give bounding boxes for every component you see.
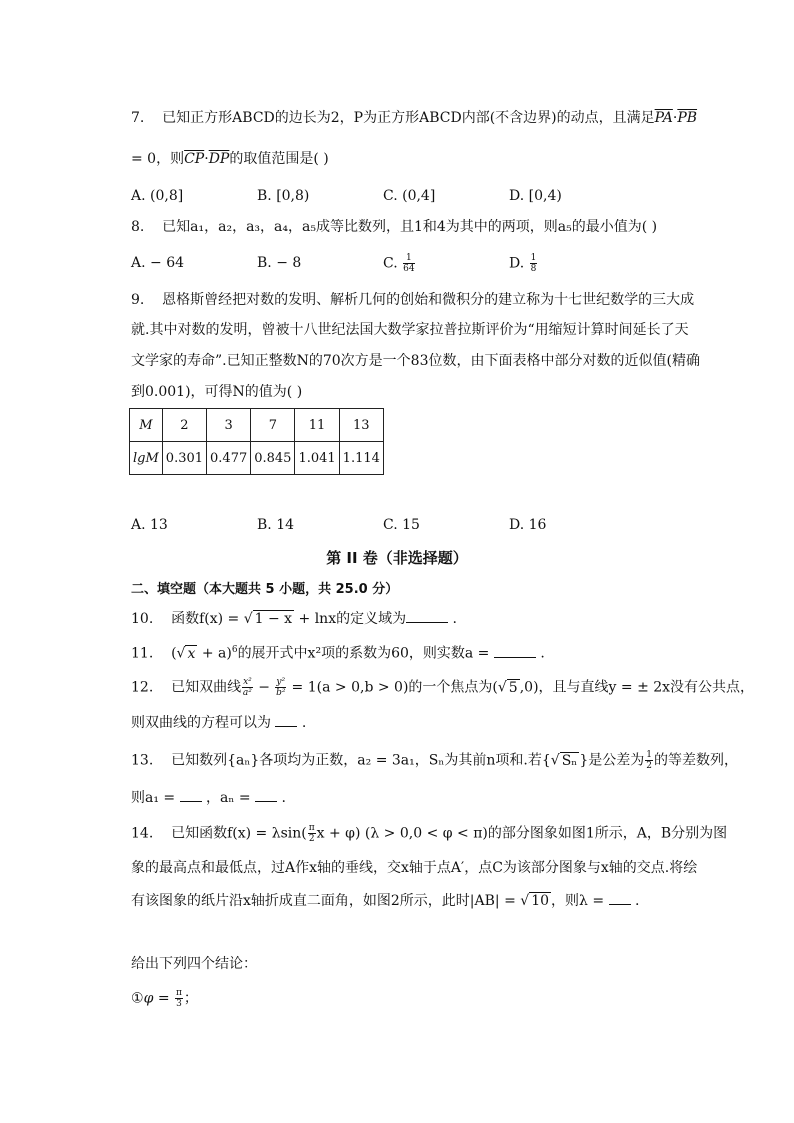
- answer-blank[interactable]: [494, 643, 536, 658]
- table-row: [130, 442, 384, 475]
- table-cell: lgM: [130, 442, 163, 475]
- q14-line2: 象的最高点和最低点，过A作x轴的垂线，交x轴于点A′，点C为该部分图象与x轴的交点.将绘: [131, 860, 698, 876]
- q12-line2: 则双曲线的方程可以为 .: [131, 712, 306, 733]
- table-row: [130, 409, 384, 442]
- q7-option-a: A. (0,8]: [131, 188, 184, 204]
- q7-options: [131, 186, 671, 206]
- q8-option-d: D. $\frac{1}{8}$: [509, 253, 537, 274]
- table-cell: 3: [207, 409, 251, 442]
- q9-options: [131, 515, 671, 535]
- q9-line4: 到0.001)，可得N的值为( ): [131, 384, 303, 400]
- fraction: $\frac{\text{x²}}{\text{a²}}$: [242, 677, 252, 698]
- table-cell: 1.114: [339, 442, 383, 475]
- q8-options: [131, 253, 671, 273]
- vector-cp: $\overline{CP}$: [184, 151, 205, 167]
- q13-number: 13.: [131, 752, 154, 769]
- q8-number: 8.: [131, 219, 145, 235]
- q14-number: 14.: [131, 825, 154, 842]
- conclusion-1: ①φ = $\frac{\pi}{3}$ ；: [131, 988, 198, 1009]
- q9-option-d: D. 16: [509, 517, 547, 533]
- table-cell: 0.301: [162, 442, 206, 475]
- section-title: 第 II 卷（非选择题）: [326, 549, 468, 567]
- q7-line2: = 0，则$\overline{CP}\cdot\overline{DP}$的取值范围是( ): [131, 151, 329, 167]
- answer-blank[interactable]: [406, 608, 448, 623]
- fraction: $\frac{\pi}{2}$: [308, 823, 315, 844]
- vector-pb: $\overline{PB}$: [677, 110, 698, 126]
- table-cell: 0.845: [251, 442, 295, 475]
- conclusion-intro: 给出下列四个结论：: [131, 956, 257, 972]
- answer-blank[interactable]: [609, 890, 631, 905]
- q8-option-c: C. $\frac{1}{64}$: [383, 253, 415, 274]
- answer-blank[interactable]: [255, 787, 277, 802]
- q9-number: 9.: [131, 292, 145, 308]
- fraction: $\frac{\text{y²}}{\text{b²}}$: [276, 677, 286, 698]
- vector-dp: $\overline{DP}$: [208, 151, 230, 167]
- q8-text: 已知a₁，a₂，a₃，a₄，a₅成等比数列，且1和4为其中的两项，则a₅的最小值为( ): [162, 219, 658, 235]
- q7-option-d: D. [0,4): [509, 188, 562, 204]
- fraction: $\frac{1}{8}$: [530, 253, 537, 274]
- table-cell: 1.041: [295, 442, 339, 475]
- fraction: $\frac{1}{2}$: [646, 750, 653, 771]
- table-cell: 13: [339, 409, 383, 442]
- q14-line1: 14. 已知函数f(x) = λsin( $\frac{\pi}{2}$ x + φ) (λ > 0,0 < φ < π)的部分图象如图1所示，A，B分别为图: [131, 823, 728, 844]
- table-cell: M: [130, 409, 163, 442]
- q12-number: 12.: [131, 679, 154, 696]
- q14-line3: 有该图象的纸片沿x轴折成直二面角，如图2所示，此时|AB| = √ 10 ，则λ = .: [131, 890, 639, 911]
- q10-number: 10.: [131, 611, 154, 627]
- q7-text: 已知正方形ABCD的边长为2，P为正方形ABCD内部(不含边界)的动点，且满足: [162, 110, 655, 126]
- q7-option-c: C. (0,4]: [383, 188, 436, 204]
- q13-line2: 则a₁ = ，aₙ = .: [131, 787, 286, 808]
- answer-blank[interactable]: [275, 712, 297, 727]
- answer-blank[interactable]: [180, 787, 202, 802]
- table-cell: 2: [162, 409, 206, 442]
- q9-option-c: C. 15: [383, 517, 420, 533]
- q7-number: 7.: [131, 110, 145, 126]
- q12-line1: 12. 已知双曲线 $\frac{\text{x²}}{\text{a²}}$ − $\frac{\text{y²}}{\text{b²}}$ = 1(a > 0,b > 0)的一个焦点为(√ 5 ,0)，且与直线y = ± 2x没有公共点，: [131, 677, 755, 698]
- q9-line2: 就.其中对数的发明，曾被十八世纪法国大数学家拉普拉斯评价为“用缩短计算时间延长了天: [131, 322, 689, 338]
- q8-option-b: B. − 8: [257, 255, 302, 271]
- fraction: $\frac{\pi}{3}$: [176, 988, 182, 1009]
- q11-line: 11. (√ x + a)$^6$的展开式中x²项的系数为60，则实数a = .: [131, 640, 545, 664]
- q9-option-a: A. 13: [131, 517, 168, 533]
- part2-header: 二、填空题（本大题共 5 小题，共 25.0 分）: [131, 582, 399, 597]
- q13-line1: 13. 已知数列{aₙ}各项均为正数，a₂ = 3a₁，Sₙ为其前n项和.若{√ Sₙ }是公差为 $\frac{1}{2}$ 的等差数列，: [131, 750, 739, 771]
- table-cell: 0.477: [207, 442, 251, 475]
- q9-option-b: B. 14: [257, 517, 295, 533]
- table-cell: 7: [251, 409, 295, 442]
- log-table: [129, 408, 384, 475]
- q11-number: 11.: [131, 645, 154, 662]
- q7-line1: 7. 已知正方形ABCD的边长为2，P为正方形ABCD内部(不含边界)的动点，且满足$\overline{PA}\cdot\overline{PB}$: [131, 110, 698, 126]
- table-cell: 11: [295, 409, 339, 442]
- q10-line: 10. 函数f(x) = √ 1 − x + lnx的定义域为 .: [131, 608, 457, 629]
- fraction: $\frac{1}{64}$: [403, 253, 415, 274]
- q7-option-b: B. [0,8): [257, 188, 310, 204]
- q9-line3: 文学家的寿命”.已知正整数N的70次方是一个83位数，由下面表格中部分对数的近似值(精确: [131, 353, 700, 369]
- q8-option-a: A. − 64: [131, 255, 185, 271]
- q8-line: [131, 217, 657, 237]
- q9-line1: 9. 恩格斯曾经把对数的发明、解析几何的创始和微积分的建立称为十七世纪数学的三大成: [131, 292, 695, 308]
- vector-pa: $\overline{PA}$: [654, 110, 673, 126]
